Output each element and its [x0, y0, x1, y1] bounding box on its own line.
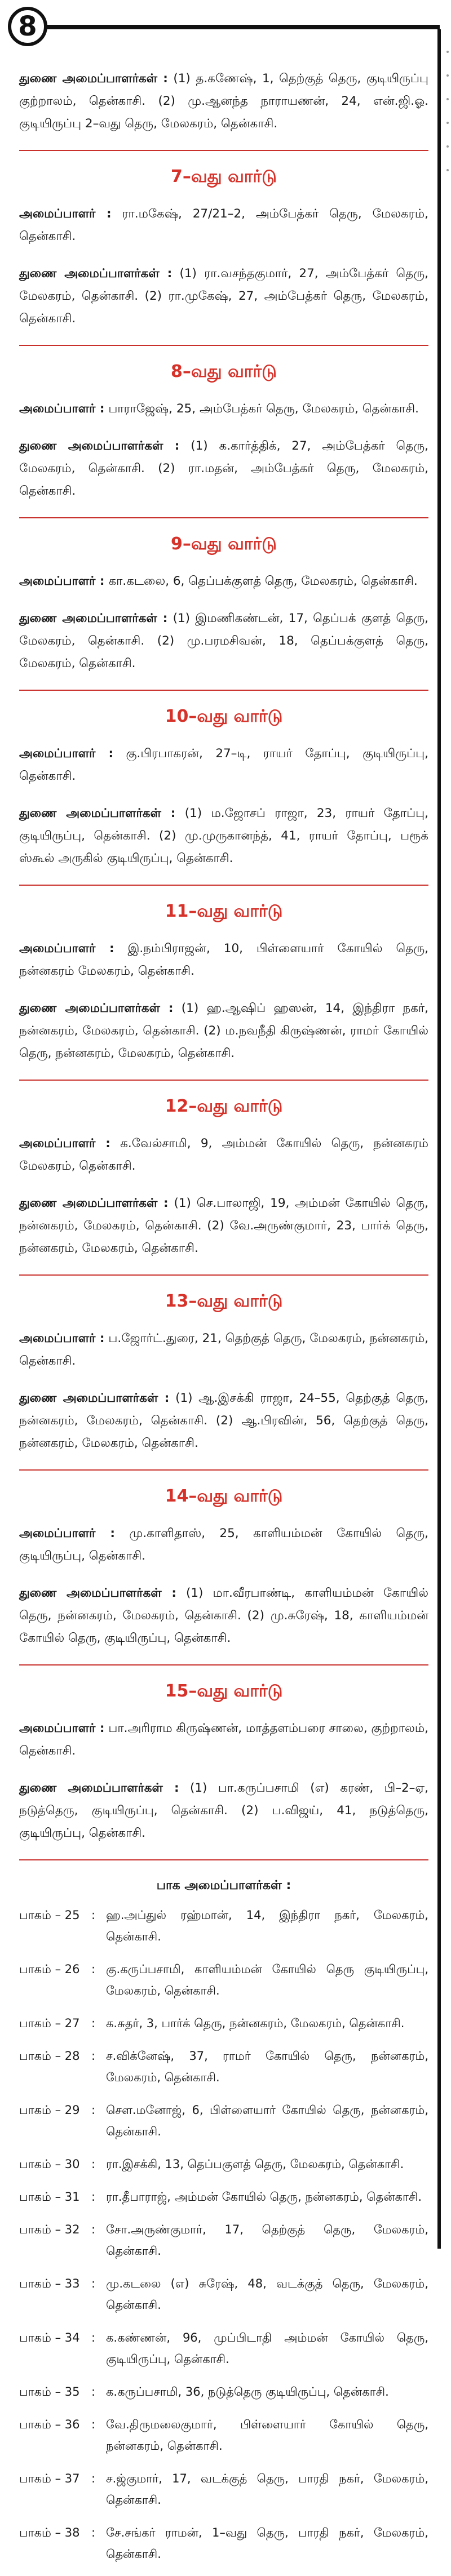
deputy-label: துணை அமைப்பாளர்கள் :	[19, 72, 168, 86]
deputy-names: (1) ரா.வசந்தகுமார், 27, அம்பேத்கர் தெரு, மேலகரம், தென்காசி. (2) ரா.முகேஷ், 27, அம்பேத்கர் தெரு, மேலகரம், தென்காசி.	[19, 267, 428, 326]
deputy-names: (1) இமணிகண்டன், 17, தெப்பக் குளத் தெரு, மேலகரம், தென்காசி. (2) மு.பரமசிவன், 18, தெப்பக்குளத் தெரு, மேலகரம், தென்காசி.	[19, 611, 428, 670]
booth-number: பாகம் – 26	[19, 1962, 80, 1976]
organizer-name: ரா.மகேஷ், 27/21–2, அம்பேத்கர் தெரு, மேலகரம், தென்காசி.	[19, 207, 428, 243]
organizer-label: அமைப்பாளர் :	[19, 1331, 105, 1345]
booth-row	[19, 1958, 428, 2001]
section-divider	[19, 1274, 428, 1276]
booth-organizer: க.கண்ணன், 96, முப்பிடாதி அம்மன் கோயில் தெரு, குடியிருப்பு, தென்காசி.	[106, 2331, 428, 2366]
ward-deputies	[19, 607, 428, 675]
column-divider	[437, 29, 441, 2249]
ward-section	[19, 1290, 428, 1471]
deputy-label: துணை அமைப்பாளர்கள் :	[19, 267, 173, 281]
deputy-names: (1) த.கணேஷ், 1, தெற்குத் தெரு, குடியிருப்பு குற்றாலம், தென்காசி. (2) மு.ஆனந்த நாராயணன், 24, என்.ஜி.ஓ. குடியிருப்பு 2–வது தெரு, மேலகரம், தென்காசி.	[19, 72, 428, 131]
ward-title: 9–வது வார்டு	[171, 534, 277, 554]
ward-organizer	[19, 203, 428, 248]
organizer-name: மு.காளிதாஸ், 25, காளியம்மன் கோயில் தெரு, குடியிருப்பு, தென்காசி.	[19, 1526, 428, 1563]
booth-separator: :	[91, 2017, 96, 2030]
ward-title: 13–வது வார்டு	[165, 1291, 283, 1311]
deputy-label: துணை அமைப்பாளர்கள் :	[19, 1196, 169, 1210]
deputy-label: துணை அமைப்பாளர்கள் :	[19, 1586, 176, 1600]
booth-row	[19, 2381, 428, 2402]
section-divider	[19, 1664, 428, 1665]
booth-separator: :	[91, 2385, 96, 2399]
section-divider	[19, 690, 428, 691]
booth-organizer: ச.ஜ்குமார், 17, வடக்குத் தெரு, பாரதி நகர், மேலகரம், தென்காசி.	[106, 2472, 428, 2507]
deputy-label: துணை அமைப்பாளர்கள் :	[19, 1781, 179, 1795]
booth-organizer: சோ.அருண்குமார், 17, தெற்குத் தெரு, மேலகரம், தென்காசி.	[106, 2223, 428, 2258]
booth-organizer: க.கருப்பசாமி, 36, நடுத்தெரு குடியிருப்பு, தென்காசி.	[106, 2385, 389, 2399]
booth-number: பாகம் – 38	[19, 2526, 80, 2539]
page-number-badge	[8, 7, 47, 46]
booth-heading: பாக அமைப்பாளர்கள் :	[156, 1878, 291, 1893]
section-divider	[19, 1080, 428, 1081]
deputy-names: (1) பா.கருப்பசாமி (எ) கரண், பி–2–ஏ, நடுத்தெரு, குடியிருப்பு, தென்காசி. (2) ப.விஜய், 41, நடுத்தெரு, குடியிருப்பு, தென்காசி.	[19, 1781, 428, 1840]
booth-organizer: ரா.தீபாராஜ், அம்மன் கோயில் தெரு, நன்னகரம், தென்காசி.	[106, 2190, 422, 2204]
header-rule	[44, 25, 440, 29]
booth-separator: :	[91, 2331, 96, 2344]
ward-deputies	[19, 802, 428, 870]
ward-title: 8–வது வார்டு	[171, 362, 277, 381]
section-divider	[19, 345, 428, 346]
booth-number: பாகம் – 37	[19, 2472, 80, 2485]
ward-organizer	[19, 570, 428, 593]
organizer-label: அமைப்பாளர் :	[19, 1526, 116, 1540]
ward-section	[19, 1095, 428, 1276]
booth-organizer: சே.சங்கர் ராமன், 1–வது தெரு, பாரதி நகர், மேலகரம், தென்காசி.	[106, 2526, 428, 2561]
deputy-label: துணை அமைப்பாளர்கள் :	[19, 806, 176, 820]
booth-number: பாகம் – 33	[19, 2277, 80, 2290]
booth-list	[19, 1904, 428, 2565]
ward-deputies	[19, 435, 428, 503]
booth-row	[19, 2327, 428, 2370]
deputy-names: (1) மா.வீரபாண்டி, காளியம்மன் கோயில் தெரு, நன்னகரம், மேலகரம், தென்காசி. (2) மு.சுரேஷ், 18, காளியம்மன் கோயில் தெரு, குடியிருப்பு, தென்காசி.	[19, 1586, 428, 1645]
section-divider	[19, 885, 428, 886]
ward-section	[19, 1485, 428, 1665]
deputy-names: (1) ம.ஜோசப் ராஜா, 23, ராயர் தோப்பு, குடியிருப்பு, தென்காசி. (2) மு.முருகானந்த், 41, ராயர் தோப்பு, பரூக் ஸ்கூல் அருகில் குடியிருப்பு, தென்காசி.	[19, 806, 428, 865]
ward-organizer	[19, 743, 428, 788]
booth-row	[19, 2013, 428, 2034]
organizer-name: ப.ஜோர்ட்.துரை, 21, தெற்குத் தெரு, மேலகரம், நன்னகரம், தென்காசி.	[19, 1331, 428, 1368]
ward-organizer	[19, 1327, 428, 1373]
deputy-names: (1) ஹ.ஆஷிப் ஹஸன், 14, இந்திரா நகர், நன்னகரம், மேலகரம், தென்காசி. (2) ம.நவநீதி கிருஷ்ணன், ராமர் கோயில் தெரு, நன்னகரம், மேலகரம், தென்காசி.	[19, 1001, 428, 1060]
deputy-label: துணை அமைப்பாளர்கள் :	[19, 1001, 174, 1015]
booth-row	[19, 2273, 428, 2316]
ward-deputies	[19, 1387, 428, 1455]
booth-separator: :	[91, 2103, 96, 2117]
booth-separator: :	[91, 1908, 96, 1922]
booth-number: பாகம் – 30	[19, 2157, 80, 2171]
ward-section	[19, 361, 428, 518]
booth-organizer: கு.கருப்பசாமி, காளியம்மன் கோயில் தெரு குடியிருப்பு, மேலகரம், தென்காசி.	[106, 1962, 428, 1997]
deputy-label: துணை அமைப்பாளர்கள் :	[19, 1391, 170, 1405]
booth-separator: :	[91, 2190, 96, 2204]
organizer-label: அமைப்பாளர் :	[19, 1136, 110, 1151]
booth-number: பாகம் – 36	[19, 2418, 80, 2431]
ward-organizer	[19, 1522, 428, 1567]
booth-separator: :	[91, 2277, 96, 2290]
booth-number: பாகம் – 31	[19, 2190, 80, 2204]
booth-number: பாகம் – 35	[19, 2385, 80, 2399]
booth-row	[19, 2468, 428, 2511]
ward-title: 10–வது வார்டு	[165, 707, 283, 726]
booth-separator: :	[91, 2157, 96, 2171]
booth-number: பாகம் – 28	[19, 2049, 80, 2063]
ward-section	[19, 1680, 428, 1860]
booth-row	[19, 2099, 428, 2142]
ward-title: 11–வது வார்டு	[165, 901, 283, 921]
organizer-label: அமைப்பாளர் :	[19, 574, 105, 588]
organizer-name: இ.நம்பிராஜன், 10, பிள்ளையார் கோயில் தெரு, நன்னகரம் மேலகரம், தென்காசி.	[19, 941, 428, 978]
booth-separator: :	[91, 2418, 96, 2431]
organizer-label: அமைப்பாளர் :	[19, 747, 114, 761]
ward-deputies	[19, 1777, 428, 1845]
ward-sections	[19, 166, 428, 1860]
booth-separator: :	[91, 2526, 96, 2539]
organizer-label: அமைப்பாளர் :	[19, 941, 114, 956]
booth-row	[19, 2414, 428, 2457]
booth-separator: :	[91, 1962, 96, 1976]
ward-organizer	[19, 938, 428, 983]
ward-organizer	[19, 398, 428, 420]
booth-separator: :	[91, 2223, 96, 2236]
ward-title: 15–வது வார்டு	[165, 1681, 283, 1701]
booth-row	[19, 2153, 428, 2175]
booth-organizer: சௌ.மனோஜ், 6, பிள்ளையார் கோயில் தெரு, நன்னகரம், தென்காசி.	[106, 2103, 428, 2138]
page-number: 8	[18, 11, 37, 42]
ward-organizer	[19, 1132, 428, 1178]
deputy-names: (1) ஆ.இசக்கி ராஜா, 24–55, தெற்குத் தெரு, நன்னகரம், மேலகரம், தென்காசி. (2) ஆ.பிரவின், 56, தெற்குத் தெரு, நன்னகரம், மேலகரம், தென்காசி.	[19, 1391, 428, 1450]
ward-deputies	[19, 1192, 428, 1260]
organizer-label: அமைப்பாளர் :	[19, 207, 112, 221]
deputy-label: துணை அமைப்பாளர்கள் :	[19, 611, 168, 625]
booth-number: பாகம் – 27	[19, 2017, 80, 2030]
organizer-name: கு.பிரபாகரன், 27–டி, ராயர் தோப்பு, குடியிருப்பு, தென்காசி.	[19, 747, 428, 783]
booth-organizer: க.சுதர், 3, பார்க் தெரு, நன்னகரம், மேலகரம், தென்காசி.	[106, 2017, 405, 2030]
booth-number: பாகம் – 29	[19, 2103, 80, 2117]
section-divider	[19, 1859, 428, 1860]
booth-number: பாகம் – 32	[19, 2223, 80, 2236]
deputy-names: (1) க.கார்த்திக், 27, அம்பேத்கர் தெரு, மேலகரம், தென்காசி. (2) ரா.மதன், அம்பேத்கர் தெரு, மேலகரம், தென்காசி.	[19, 439, 428, 498]
booth-row	[19, 2522, 428, 2565]
organizer-label: அமைப்பாளர் :	[19, 1721, 105, 1735]
booth-row	[19, 2045, 428, 2088]
section-divider	[19, 517, 428, 518]
intro-deputies	[19, 68, 428, 135]
section-divider	[19, 1469, 428, 1471]
booth-organizer: வே.திருமலைகுமார், பிள்ளையார் கோயில் தெரு, நன்னகரம், தென்காசி.	[106, 2418, 428, 2453]
ward-title: 14–வது வார்டு	[165, 1486, 283, 1506]
ward-deputies	[19, 263, 428, 330]
ward-section	[19, 166, 428, 346]
adjacent-column-edge	[443, 29, 451, 2249]
ward-section	[19, 533, 428, 691]
booth-row	[19, 2186, 428, 2208]
booth-organizer: மு.கடலை (எ) சுரேஷ், 48, வடக்குத் தெரு, மேலகரம், தென்காசி.	[106, 2277, 428, 2312]
ward-deputies	[19, 1582, 428, 1650]
organizer-name: பாராஜேஷ், 25, அம்பேத்கர் தெரு, மேலகரம், தென்காசி.	[104, 402, 419, 416]
organizer-label: அமைப்பாளர் :	[19, 402, 105, 416]
article-body	[19, 68, 428, 2576]
booth-row	[19, 1904, 428, 1947]
booth-number: பாகம் – 25	[19, 1908, 80, 1922]
organizer-name: க.வேல்சாமி, 9, அம்மன் கோயில் தெரு, நன்னகரம் மேலகரம், தென்காசி.	[19, 1136, 428, 1173]
booth-row	[19, 2219, 428, 2262]
ward-deputies	[19, 997, 428, 1065]
organizer-name: பா.அரிராம கிருஷ்ணன், மாத்தளம்பரை சாலை, குற்றாலம், தென்காசி.	[19, 1721, 428, 1758]
ward-section	[19, 900, 428, 1081]
booth-organizer: ச.விக்னேஷ், 37, ராமர் கோயில் தெரு, நன்னகரம், மேலகரம், தென்காசி.	[106, 2049, 428, 2084]
booth-separator: :	[91, 2049, 96, 2063]
booth-organizer: ரா.இசக்கி, 13, தெப்பகுளத் தெரு, மேலகரம், தென்காசி.	[106, 2157, 404, 2171]
booth-organizer: ஹ.அப்துல் ரஹ்மான், 14, இந்திரா நகர், மேலகரம், தென்காசி.	[106, 1908, 428, 1943]
ward-organizer	[19, 1717, 428, 1762]
ward-section	[19, 705, 428, 886]
deputy-names: (1) செ.பாலாஜி, 19, அம்மன் கோயில் தெரு, நன்னகரம், மேலகரம், தென்காசி. (2) வே.அருண்குமார், 23, பார்க் தெரு, நன்னகரம், மேலகரம், தென்காசி.	[19, 1196, 428, 1255]
booth-number: பாகம் – 34	[19, 2331, 80, 2344]
ward-title: 12–வது வார்டு	[165, 1096, 283, 1116]
booth-separator: :	[91, 2472, 96, 2485]
deputy-label: துணை அமைப்பாளர்கள் :	[19, 439, 180, 453]
ward-title: 7–வது வார்டு	[171, 167, 277, 186]
organizer-name: கா.கடலை, 6, தெப்பக்குளத் தெரு, மேலகரம், தென்காசி.	[104, 574, 418, 588]
section-divider	[19, 150, 428, 151]
